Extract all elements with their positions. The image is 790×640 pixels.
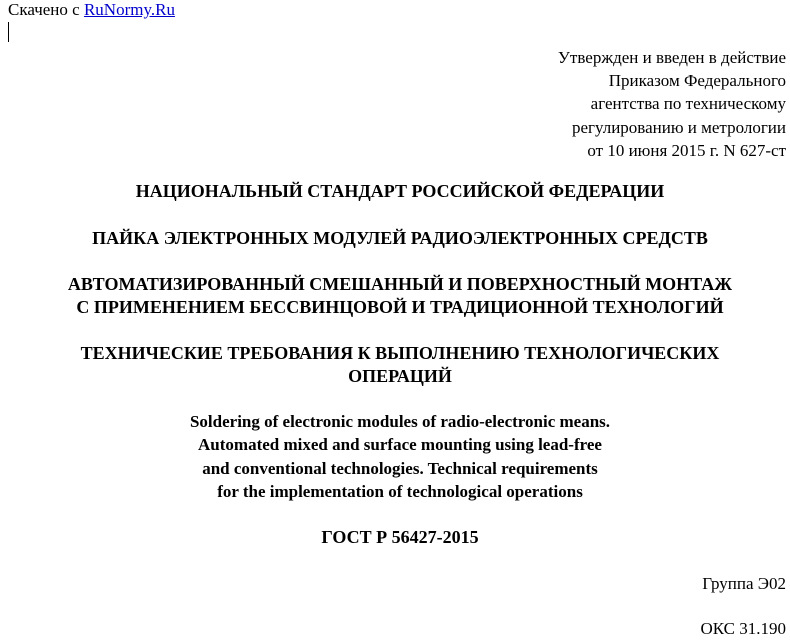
site-link[interactable]: RuNormy.Ru <box>83 0 175 19</box>
title-3-heading <box>0 342 790 388</box>
classification-group: Группа Э02 <box>702 574 786 593</box>
gost-code-heading <box>0 526 790 549</box>
title-2-line: АВТОМАТИЗИРОВАННЫЙ СМЕШАННЫЙ И ПОВЕРХНОСТНЫЙ МОНТАЖ <box>67 274 733 294</box>
title-2-line: С ПРИМЕНЕНИЕМ БЕССВИНЦОВОЙ И ТРАДИЦИОННОЙ ТЕХНОЛОГИЙ <box>76 297 724 317</box>
national-standard-text: НАЦИОНАЛЬНЫЙ СТАНДАРТ РОССИЙСКОЙ ФЕДЕРАЦИИ <box>135 181 665 201</box>
english-title-line: Soldering of electronic modules of radio-electronic means. <box>189 412 611 431</box>
approval-line: агентства по техническому <box>590 94 786 114</box>
english-title-line: Automated mixed and surface mounting using lead-free <box>198 435 602 455</box>
title-3-line: ТЕХНИЧЕСКИЕ ТРЕБОВАНИЯ К ВЫПОЛНЕНИЮ ТЕХНОЛОГИЧЕСКИХ <box>80 343 720 363</box>
english-title-line: for the implementation of technological operations <box>217 481 583 501</box>
gost-code-text: ГОСТ Р 56427-2015 <box>321 527 479 547</box>
title-1-text: ПАЙКА ЭЛЕКТРОННЫХ МОДУЛЕЙ РАДИОЭЛЕКТРОННЫХ СРЕДСТВ <box>92 228 708 248</box>
text-cursor <box>8 22 9 42</box>
title-1-heading <box>0 227 790 250</box>
approval-line: от 10 июня 2015 г. N 627-ст <box>587 140 786 160</box>
national-standard-heading <box>0 180 790 203</box>
approval-block <box>558 46 786 162</box>
title-2-heading <box>0 273 790 319</box>
english-title-block <box>0 410 790 503</box>
approval-line: Приказом Федерального <box>608 71 786 91</box>
english-title-line: and conventional technologies. Technical requirements <box>202 458 598 478</box>
approval-line: регулированию и метрологии <box>571 117 786 137</box>
approval-line: Утвержден и введен в действие <box>557 48 786 67</box>
downloaded-prefix: Скачено с <box>8 0 80 19</box>
title-3-line: ОПЕРАЦИЙ <box>348 366 452 386</box>
downloaded-from-note <box>8 0 175 20</box>
classification-oks: ОКС 31.190 <box>700 619 786 638</box>
